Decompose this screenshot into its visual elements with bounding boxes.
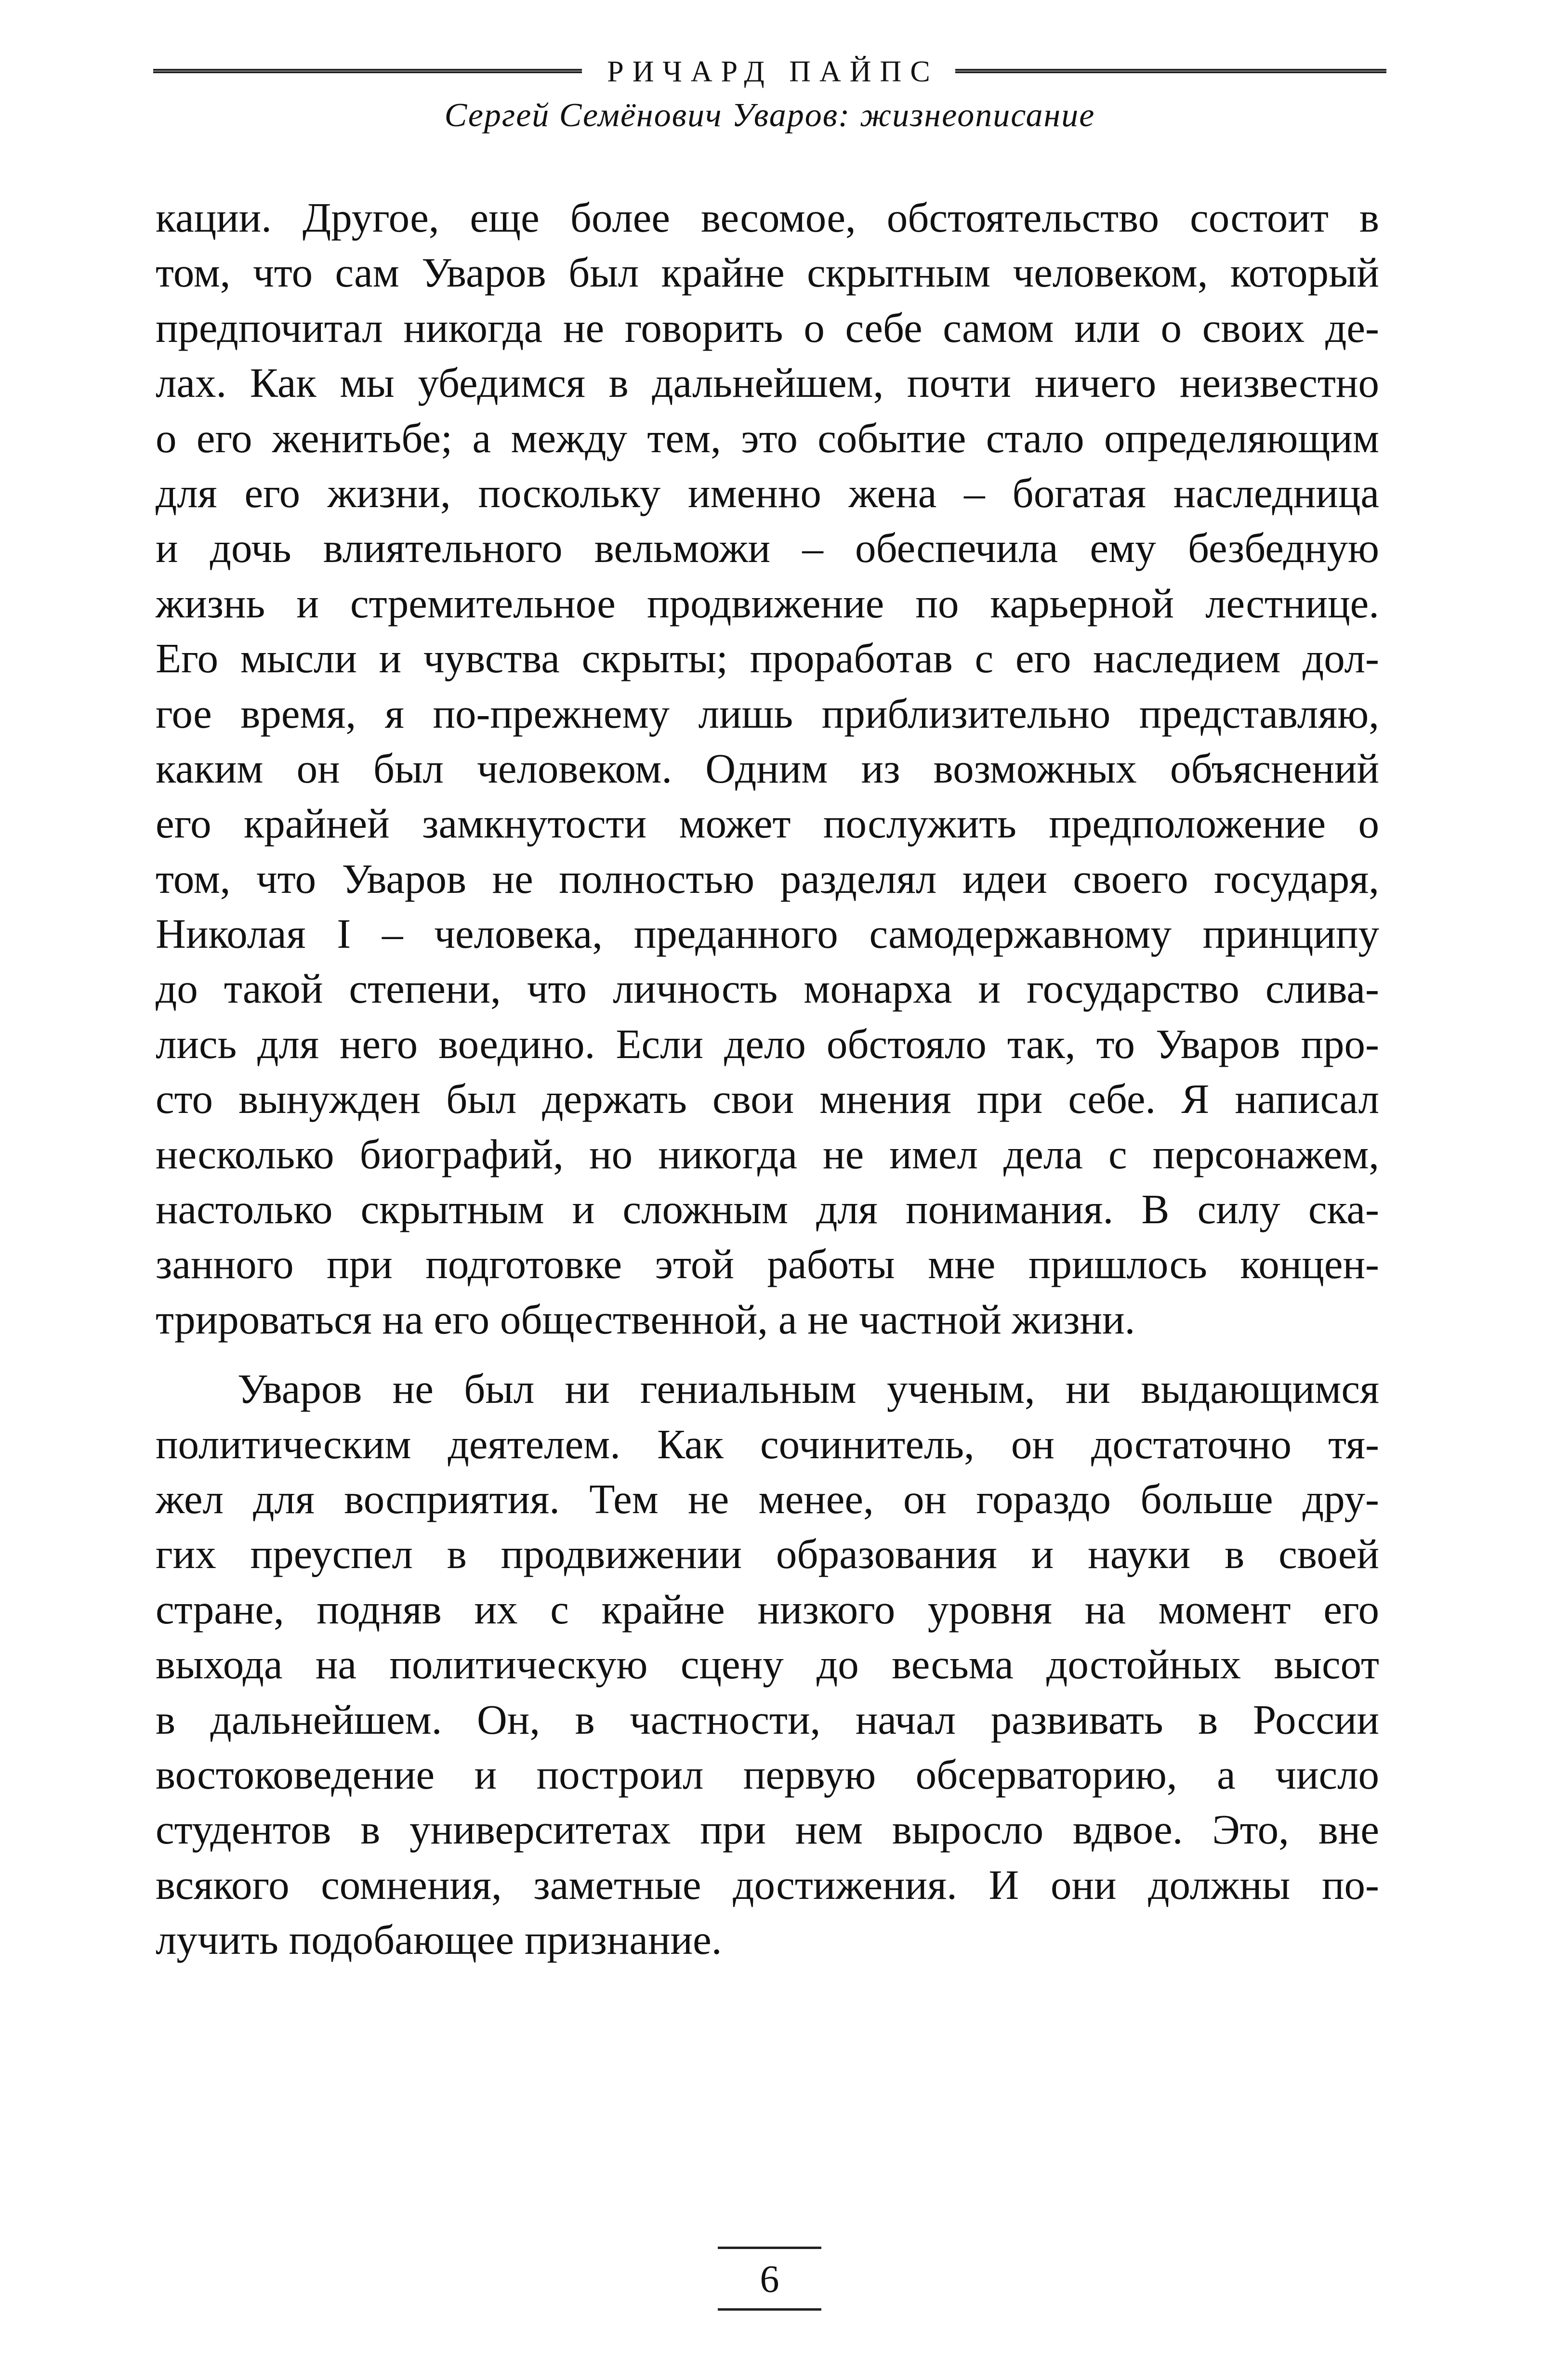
text-line: том, что Уваров не полностью разделял идеи своего государя, — [156, 855, 1379, 902]
text-line: выхода на политическую сцену до весьма достойных высот — [156, 1641, 1379, 1688]
text-line: для его жизни, поскольку именно жена – богатая наследница — [156, 469, 1379, 516]
running-header — [153, 46, 1386, 142]
folio-rule-bottom — [718, 2308, 821, 2311]
text-line: в дальнейшем. Он, в частности, начал развивать в России — [156, 1696, 1379, 1743]
text-line: и дочь влиятельного вельможи – обеспечила ему безбедную — [156, 524, 1379, 572]
text-line: гое время, я по-прежнему лишь приблизительно представляю, — [156, 690, 1379, 737]
text-line: кации. Другое, еще более весомое, обстоятельство состоит в — [156, 194, 1379, 241]
header-row — [153, 46, 1386, 99]
header-author: РИЧАРД ПАЙПС — [607, 55, 939, 88]
header-rule-right — [955, 69, 1386, 73]
text-line: о его женитьбе; а между тем, это событие стало определяющим — [156, 414, 1379, 461]
header-rule-left — [153, 69, 582, 73]
text-line: лах. Как мы убедимся в дальнейшем, почти ничего неизвестно — [156, 359, 1379, 406]
text-line: лись для него воедино. Если дело обстояло так, то Уваров про- — [156, 1020, 1379, 1067]
text-line: до такой степени, что личность монарха и государство слива- — [156, 965, 1379, 1012]
text-line: жизнь и стремительное продвижение по карьерной лестнице. — [156, 579, 1379, 627]
text-line: занного при подготовке этой работы мне пришлось концен- — [156, 1241, 1379, 1288]
paragraph — [156, 190, 1379, 1347]
text-line: настолько скрытным и сложным для понимания. В силу ска- — [156, 1186, 1379, 1233]
text-line: том, что сам Уваров был крайне скрытным человеком, который — [156, 249, 1379, 296]
text-line: жел для восприятия. Тем не менее, он гораздо больше дру- — [156, 1475, 1379, 1522]
text-line: стране, подняв их с крайне низкого уровня на момент его — [156, 1585, 1379, 1633]
folio-rule-top — [718, 2247, 821, 2249]
text-line: сто вынужден был держать свои мнения при себе. Я написал — [156, 1075, 1379, 1123]
text-line: гих преуспел в продвижении образования и науки в своей — [156, 1530, 1379, 1578]
page-number: 6 — [760, 2258, 779, 2301]
text-line: востоковедение и построил первую обсерваторию, а число — [156, 1751, 1379, 1798]
text-line: студентов в университетах при нем выросло вдвое. Это, вне — [156, 1806, 1379, 1853]
text-line: политическим деятелем. Как сочинитель, он достаточно тя- — [156, 1420, 1379, 1467]
text-line: предпочитал никогда не говорить о себе самом или о своих де- — [156, 304, 1379, 351]
header-book-title: Сергей Семёнович Уваров: жизнеописание — [444, 97, 1095, 134]
body-text — [156, 190, 1379, 1968]
text-line: несколько биографий, но никогда не имел дела с персонажем, — [156, 1130, 1379, 1177]
text-line: его крайней замкнутости может послужить предположение о — [156, 800, 1379, 847]
paragraph-gap — [156, 1347, 1379, 1361]
text-line: Его мысли и чувства скрыты; проработав с его наследием дол- — [156, 635, 1379, 682]
paragraph — [156, 1361, 1379, 1967]
text-line: Уваров не был ни гениальным ученым, ни выдающимся — [237, 1365, 1379, 1412]
text-line: трироваться на его общественной, а не частной жизни. — [156, 1295, 1135, 1343]
text-line: лучить подобающее признание. — [156, 1916, 722, 1963]
text-line: всякого сомнения, заметные достижения. И они должны по- — [156, 1861, 1379, 1908]
page-folio — [718, 2247, 821, 2324]
text-line: Николая I – человека, преданного самодержавному принципу — [156, 910, 1379, 957]
text-line: каким он был человеком. Одним из возможных объяснений — [156, 745, 1379, 792]
